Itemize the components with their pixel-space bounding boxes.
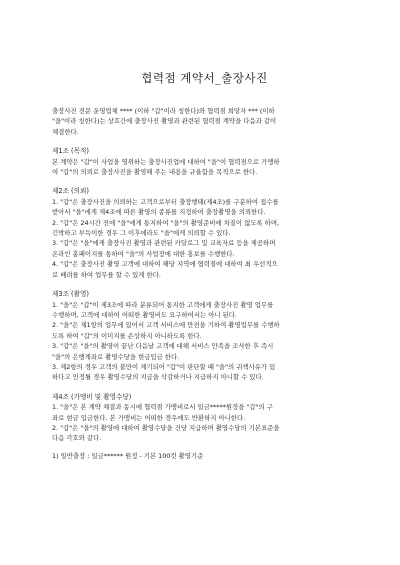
article-line: 3. 제2항의 경우 고객의 불만이 제기되어 "갑"이 판단할 때 "을"의 귀책사유가 있 <box>52 362 276 371</box>
article-3 <box>52 289 357 383</box>
article-heading: 제4조 (가맹비 및 촬영수당) <box>52 392 132 401</box>
spacer <box>52 177 357 186</box>
spacer <box>52 444 357 451</box>
article-4 <box>52 392 357 461</box>
spacer <box>52 280 357 289</box>
article-line: 하다고 인정될 경우 촬영수당의 지급을 삭감하거나 지급하지 아니할 수 있다. <box>52 373 264 382</box>
intro-section <box>52 106 357 137</box>
article-line: 긴박하고 부득이한 경우 그 이후에라도 "을"에게 의뢰할 수 있다. <box>52 229 231 238</box>
article-heading: 제1조 (목적) <box>52 147 89 156</box>
article-line: 로 배려를 하여 업무를 할 수 있게 한다. <box>52 270 161 279</box>
intro-line: "을"이라 칭한다)는 상호간에 출장사진 촬영과 관련된 협력점 계약을 다음과 같이 <box>52 117 277 126</box>
spacer <box>52 137 357 146</box>
article-line: 수행하며, 고객에 대하여 어떠한 촬영비도 요구하여서는 아니 된다. <box>52 310 237 319</box>
spacer <box>52 383 357 392</box>
article-line: 다음 각호와 같다. <box>52 434 102 443</box>
article-line: 3. "갑"은 "을"에게 출장사진 촬영과 관련된 카달로그 및 교육자료 등을 제공하며 <box>52 239 276 248</box>
article-line: 1. "을"은 본 계약 체결과 동시에 협력점 가맹비로서 일금*****원정을 "갑"의 구 <box>52 403 273 412</box>
article-line: "을"의 은행계좌로 촬영수당을 현금입금 한다. <box>52 352 180 361</box>
article-line: 여 "갑"의 의뢰로 출장사진을 촬영해 주는 내용을 규율함을 목적으로 한다. <box>52 168 258 177</box>
article-line: 본 계약은 "갑"이 사업을 영위하는 출장사진업에 대하여 "을"이 협력점으로 가맹하 <box>52 157 280 166</box>
article-line: 받아서 "을"에게 제4조에 따른 촬영의 종류를 지정하여 출장촬영을 의뢰한다. <box>52 208 266 217</box>
article-line: 좌로 현금 입금한다. 본 가맹비는 어떠한 경우에도 반환하지 아니한다. <box>52 413 246 422</box>
article-line: 2. "갑"은 24시간 전에 "을"에게 통지하여 "을"의 촬영준비에 차질이 없도록 하며, <box>52 218 280 227</box>
article-line: 3. "갑"은 "을"의 촬영이 끝난 다음날 고객에 대해 서비스 만족을 조사한 후 즉시 <box>52 342 274 351</box>
article-2 <box>52 186 357 280</box>
article-line: 온라인 홈페이지를 통하여 "을"의 사업장에 대한 홍보를 수행한다. <box>52 249 235 258</box>
article-heading: 제2조 (의뢰) <box>52 187 89 196</box>
intro-line: 출장사진 전문 운영업체 **** (이하 "갑"이라 칭한다)와 협력점 희망자 *** (이하 <box>52 107 275 115</box>
article-item: 1) 일반출장 : 일금****** 원정 - 기본 100컷 촬영기준 <box>52 451 204 460</box>
article-heading: 제3조 (촬영) <box>52 290 89 299</box>
article-line: 1. "갑"은 출장사진을 의뢰하는 고객으로부터 출장행태(제4조)를 구분하여 접수를 <box>52 197 279 206</box>
article-1 <box>52 146 357 177</box>
article-line: 도록 하여 "갑"의 이미지를 손상하지 아니하도록 한다. <box>52 331 202 340</box>
article-line: 2. "갑"은 "을"의 촬영에 대하여 촬영수당을 건당 지급하며 촬영수당의 기본표준을 <box>52 423 280 432</box>
article-line: 4. "갑"은 출장사진 촬영 고객에 대하여 해당 지역에 협력점에 대하여 최 우선적으 <box>52 260 278 269</box>
article-line: 2. "을"은 제1항의 업무에 있어서 고객 서비스에 만전을 기하여 촬영업무를 수행하 <box>52 321 280 330</box>
article-line: 1. "을"은 "갑"이 제3조에 따라 분류되어 통지한 고객에게 출장사진 촬영 업무를 <box>52 300 274 309</box>
intro-line: 체결한다. <box>52 127 79 136</box>
document-title: 협력점 계약서_출장사진 <box>141 71 268 85</box>
